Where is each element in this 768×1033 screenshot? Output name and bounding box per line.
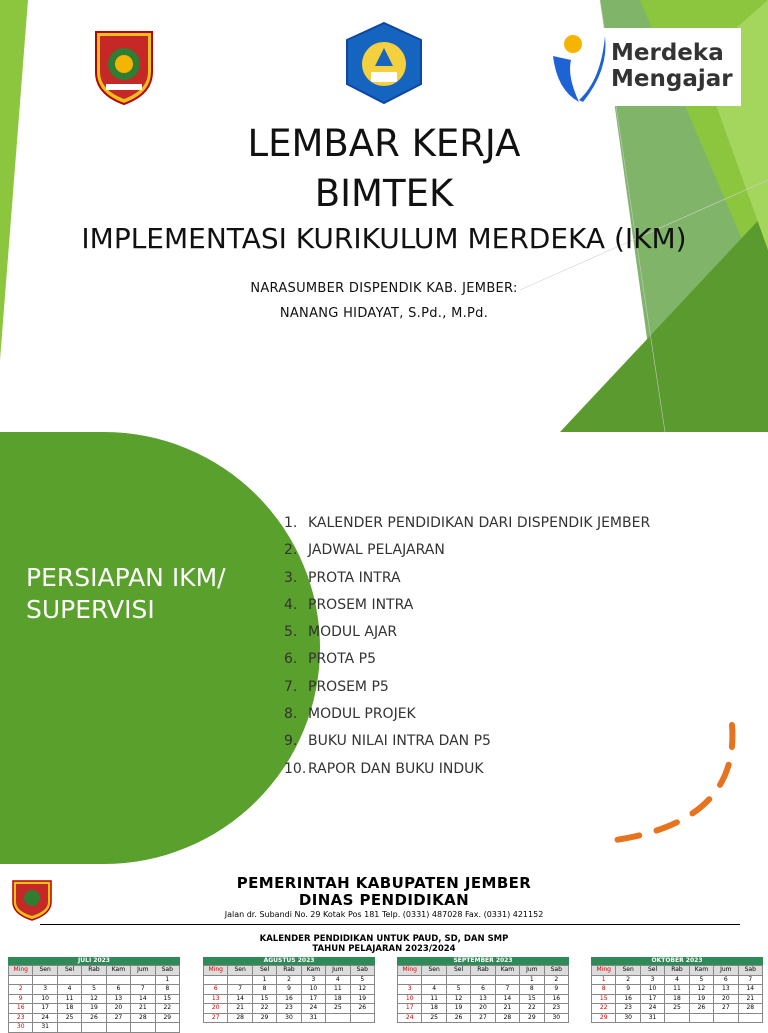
week-row [398, 1004, 569, 1014]
day-cell: 10 [301, 985, 325, 995]
day-cell: 9 [616, 985, 640, 995]
day-cell: 5 [350, 975, 374, 985]
day-cell: 22 [520, 1004, 544, 1014]
day-cell: 22 [592, 1004, 616, 1014]
day-cell: 13 [471, 994, 495, 1004]
day-cell: 16 [616, 994, 640, 1004]
day-cell: 26 [446, 1013, 470, 1023]
title-line-1: LEMBAR KERJA [247, 122, 521, 165]
section-heading: PERSIAPAN IKM/ SUPERVISI [26, 563, 226, 624]
day-cell: 7 [738, 975, 762, 985]
day-cell: 24 [33, 1013, 57, 1023]
day-header-cell: Ming [204, 966, 228, 976]
day-cell: 28 [495, 1013, 519, 1023]
list-item: 4. PROSEM INTRA [284, 596, 414, 613]
day-cell: 20 [204, 1004, 228, 1014]
week-row [204, 994, 375, 1004]
day-cell: 23 [277, 1004, 301, 1014]
day-cell: 18 [422, 1004, 446, 1014]
day-cell: 11 [57, 994, 81, 1004]
day-cell [738, 1013, 762, 1023]
day-cell: 31 [301, 1013, 325, 1023]
government-header: PEMERINTAH KABUPATEN JEMBER [236, 874, 532, 892]
day-cell: 15 [520, 994, 544, 1004]
day-cell: 30 [277, 1013, 301, 1023]
day-cell: 7 [131, 985, 155, 995]
day-header-cell: Rab [471, 966, 495, 976]
list-item: 2. JADWAL PELAJARAN [284, 542, 445, 559]
day-cell: 2 [544, 975, 568, 985]
day-cell: 17 [640, 994, 664, 1004]
day-cell: 7 [228, 985, 252, 995]
day-header-cell: Jum [714, 966, 738, 976]
day-cell: 13 [204, 994, 228, 1004]
day-header-cell: Sen [616, 966, 640, 976]
day-header-cell: Sab [544, 966, 568, 976]
day-header-cell: Sel [446, 966, 470, 976]
day-header-row [592, 966, 763, 976]
day-cell: 4 [326, 975, 350, 985]
day-cell: 7 [495, 985, 519, 995]
day-header-cell: Sel [640, 966, 664, 976]
day-cell [33, 975, 57, 985]
day-cell: 9 [277, 985, 301, 995]
day-cell: 25 [57, 1013, 81, 1023]
day-header-cell: Kam [689, 966, 713, 976]
day-header-cell: Rab [82, 966, 106, 976]
day-cell: 6 [106, 985, 130, 995]
day-cell: 6 [714, 975, 738, 985]
day-cell: 5 [446, 985, 470, 995]
day-cell: 30 [9, 1023, 33, 1033]
week-row [398, 985, 569, 995]
day-cell: 5 [689, 975, 713, 985]
day-cell: 3 [33, 985, 57, 995]
day-cell [422, 975, 446, 985]
day-cell [326, 1013, 350, 1023]
agenda-slide [0, 432, 768, 864]
list-item: 6. PROTA P5 [284, 651, 377, 668]
day-cell: 30 [616, 1013, 640, 1023]
day-cell [131, 1023, 155, 1033]
day-cell: 14 [131, 994, 155, 1004]
calendar-document [0, 864, 768, 1030]
day-header-cell: Kam [301, 966, 325, 976]
orange-dashed-arc [590, 717, 750, 857]
day-cell [228, 975, 252, 985]
week-row [592, 1004, 763, 1014]
day-cell: 21 [228, 1004, 252, 1014]
day-cell: 10 [640, 985, 664, 995]
day-cell: 22 [252, 1004, 276, 1014]
day-cell [106, 975, 130, 985]
day-header-cell: Sen [422, 966, 446, 976]
calendar-title: KALENDER PENDIDIKAN UNTUK PAUD, SD, DAN SMP [259, 934, 509, 944]
day-cell: 15 [252, 994, 276, 1004]
day-header-cell: Kam [495, 966, 519, 976]
day-cell: 15 [592, 994, 616, 1004]
day-cell [155, 1023, 179, 1033]
week-row [9, 1023, 180, 1033]
day-cell: 27 [106, 1013, 130, 1023]
day-cell [131, 975, 155, 985]
day-cell: 1 [252, 975, 276, 985]
green-half-circle [0, 432, 320, 864]
day-cell: 21 [495, 1004, 519, 1014]
day-cell: 13 [714, 985, 738, 995]
day-cell: 4 [57, 985, 81, 995]
day-cell: 29 [520, 1013, 544, 1023]
day-cell: 27 [471, 1013, 495, 1023]
day-cell: 24 [301, 1004, 325, 1014]
day-cell: 12 [446, 994, 470, 1004]
day-cell: 26 [82, 1013, 106, 1023]
day-cell: 19 [82, 1004, 106, 1014]
day-cell [350, 1013, 374, 1023]
day-header-cell: Sab [738, 966, 762, 976]
day-cell: 17 [33, 1004, 57, 1014]
day-header-cell: Ming [9, 966, 33, 976]
day-cell: 3 [398, 985, 422, 995]
month-calendar-august: AGUSTUS 2023 Ming Sen Sel Rab Kam Jum Sab 1 2 3 4 5 6 7 8 9 10 11 12 13 14 15 16 17 18 19 20 21 22 23 24 25 26 27 28 29 30 31 [203, 957, 375, 1023]
list-item: 10. RAPOR DAN BUKU INDUK [284, 760, 484, 777]
day-cell: 10 [33, 994, 57, 1004]
day-cell: 26 [350, 1004, 374, 1014]
day-cell: 18 [57, 1004, 81, 1014]
day-cell: 29 [592, 1013, 616, 1023]
month-calendar-september: SEPTEMBER 2023 Ming Sen Sel Rab Kam Jum Sab 1 2 3 4 5 6 7 8 9 10 11 12 13 14 15 16 17 18 19 20 21 22 23 24 25 26 27 28 29 30 [397, 957, 569, 1023]
week-row [592, 1013, 763, 1023]
week-row [9, 994, 180, 1004]
day-cell: 16 [9, 1004, 33, 1014]
day-cell: 1 [520, 975, 544, 985]
address-line: Jalan dr. Subandi No. 29 Kotak Pos 181 Telp. (0331) 487028 Fax. (0331) 421152 [224, 910, 544, 919]
day-cell: 4 [665, 975, 689, 985]
day-cell: 21 [131, 1004, 155, 1014]
day-cell: 8 [592, 985, 616, 995]
day-cell: 20 [714, 994, 738, 1004]
day-cell: 11 [665, 985, 689, 995]
day-header-cell: Sen [33, 966, 57, 976]
day-cell: 28 [131, 1013, 155, 1023]
title-line-2: BIMTEK [314, 172, 454, 215]
day-cell [689, 1013, 713, 1023]
day-cell: 6 [204, 985, 228, 995]
day-cell [398, 975, 422, 985]
day-cell: 25 [665, 1004, 689, 1014]
week-row [9, 1013, 180, 1023]
day-cell: 14 [738, 985, 762, 995]
day-cell [204, 975, 228, 985]
day-cell [714, 1013, 738, 1023]
tut-wuri-handayani-emblem [341, 20, 427, 110]
agency-header: DINAS PENDIDIKAN [298, 891, 470, 909]
day-header-cell: Kam [106, 966, 130, 976]
day-cell: 20 [106, 1004, 130, 1014]
speaker-name: NANANG HIDAYAT, S.Pd., M.Pd. [279, 306, 489, 321]
day-header-cell: Jum [131, 966, 155, 976]
day-cell: 24 [640, 1004, 664, 1014]
day-cell: 28 [738, 1004, 762, 1014]
day-header-cell: Sel [252, 966, 276, 976]
day-cell: 23 [544, 1004, 568, 1014]
day-cell [471, 975, 495, 985]
day-cell: 24 [398, 1013, 422, 1023]
week-row [204, 1004, 375, 1014]
subtitle: IMPLEMENTASI KURIKULUM MERDEKA (IKM) [81, 222, 687, 255]
day-cell: 21 [738, 994, 762, 1004]
day-cell: 16 [277, 994, 301, 1004]
day-cell [9, 975, 33, 985]
day-cell: 13 [106, 994, 130, 1004]
list-item: 5. MODUL AJAR [284, 624, 398, 641]
day-cell: 31 [640, 1013, 664, 1023]
merdeka-mengajar-wordmark: Merdeka Mengajar [611, 40, 733, 92]
day-header-cell: Sen [228, 966, 252, 976]
day-cell: 4 [422, 985, 446, 995]
merdeka-mengajar-symbol-icon [549, 30, 609, 104]
day-cell: 12 [82, 994, 106, 1004]
day-cell: 27 [714, 1004, 738, 1014]
header-divider [40, 924, 740, 925]
day-cell [665, 1013, 689, 1023]
day-cell: 9 [544, 985, 568, 995]
day-header-row [398, 966, 569, 976]
day-header-row [9, 966, 180, 976]
day-cell: 17 [301, 994, 325, 1004]
day-cell: 2 [277, 975, 301, 985]
day-cell: 3 [640, 975, 664, 985]
day-header-cell: Sab [155, 966, 179, 976]
speaker-label: NARASUMBER DISPENDIK KAB. JEMBER: [250, 281, 518, 296]
day-cell: 27 [204, 1013, 228, 1023]
day-cell: 6 [471, 985, 495, 995]
day-cell: 26 [689, 1004, 713, 1014]
day-cell: 25 [326, 1004, 350, 1014]
day-cell: 10 [398, 994, 422, 1004]
day-cell: 19 [350, 994, 374, 1004]
day-cell [82, 975, 106, 985]
day-cell: 8 [252, 985, 276, 995]
list-item: 7. PROSEM P5 [284, 678, 389, 695]
day-cell: 22 [155, 1004, 179, 1014]
day-cell: 9 [9, 994, 33, 1004]
day-cell: 3 [301, 975, 325, 985]
day-cell: 2 [9, 985, 33, 995]
title-slide [0, 0, 768, 432]
day-header-cell: Ming [398, 966, 422, 976]
day-cell: 18 [665, 994, 689, 1004]
day-cell: 1 [592, 975, 616, 985]
day-cell: 19 [446, 1004, 470, 1014]
list-item: 8. MODUL PROJEK [284, 706, 416, 723]
list-item: 1. KALENDER PENDIDIKAN DARI DISPENDIK JEMBER [284, 515, 651, 531]
day-cell: 31 [33, 1023, 57, 1033]
day-header-cell: Jum [326, 966, 350, 976]
day-cell: 8 [520, 985, 544, 995]
year-title: TAHUN PELAJARAN 2023/2024 [312, 944, 456, 954]
day-cell [82, 1023, 106, 1033]
day-cell: 16 [544, 994, 568, 1004]
day-cell: 11 [326, 985, 350, 995]
day-header-cell: Rab [277, 966, 301, 976]
month-calendar-october: OKTOBER 2023 Ming Sen Sel Rab Kam Jum Sab 1 2 3 4 5 6 7 8 9 10 11 12 13 14 15 16 17 18 19 20 21 22 23 24 25 26 27 28 29 30 31 [591, 957, 763, 1023]
day-header-cell: Jum [520, 966, 544, 976]
day-cell [57, 1023, 81, 1033]
week-row [592, 994, 763, 1004]
day-header-row [204, 966, 375, 976]
jember-regency-emblem [92, 28, 156, 110]
list-item: 9. BUKU NILAI INTRA DAN P5 [284, 733, 491, 750]
day-cell: 8 [155, 985, 179, 995]
day-cell: 17 [398, 1004, 422, 1014]
week-row [9, 975, 180, 985]
day-cell: 30 [544, 1013, 568, 1023]
month-calendar-july: JULI 2023 Ming Sen Sel Rab Kam Jum Sab 1 2 3 4 5 6 7 8 9 10 11 12 13 14 15 16 17 18 19 20 21 22 23 24 25 26 27 28 29 30 31 [8, 957, 180, 1033]
week-row [204, 975, 375, 985]
week-row [9, 1004, 180, 1014]
day-cell: 15 [155, 994, 179, 1004]
day-cell [106, 1023, 130, 1033]
day-header-cell: Sel [57, 966, 81, 976]
week-row [592, 975, 763, 985]
day-header-cell: Rab [665, 966, 689, 976]
day-cell: 18 [326, 994, 350, 1004]
day-cell [495, 975, 519, 985]
day-header-cell: Ming [592, 966, 616, 976]
day-cell: 19 [689, 994, 713, 1004]
day-cell [446, 975, 470, 985]
day-cell: 12 [689, 985, 713, 995]
merdeka-mengajar-logo [545, 28, 741, 106]
week-row [398, 994, 569, 1004]
day-cell: 11 [422, 994, 446, 1004]
day-cell: 20 [471, 1004, 495, 1014]
week-row [204, 1013, 375, 1023]
day-cell: 14 [495, 994, 519, 1004]
week-row [398, 975, 569, 985]
day-cell: 2 [616, 975, 640, 985]
day-cell: 5 [82, 985, 106, 995]
list-item: 3. PROTA INTRA [284, 569, 401, 586]
week-row [398, 1013, 569, 1023]
day-header-cell: Sab [350, 966, 374, 976]
week-row [592, 985, 763, 995]
day-cell: 14 [228, 994, 252, 1004]
week-row [9, 985, 180, 995]
day-cell [57, 975, 81, 985]
day-cell: 12 [350, 985, 374, 995]
day-cell: 23 [9, 1013, 33, 1023]
day-cell: 29 [155, 1013, 179, 1023]
day-cell: 23 [616, 1004, 640, 1014]
week-row [204, 985, 375, 995]
day-cell: 28 [228, 1013, 252, 1023]
day-cell: 25 [422, 1013, 446, 1023]
day-cell: 29 [252, 1013, 276, 1023]
day-cell: 1 [155, 975, 179, 985]
